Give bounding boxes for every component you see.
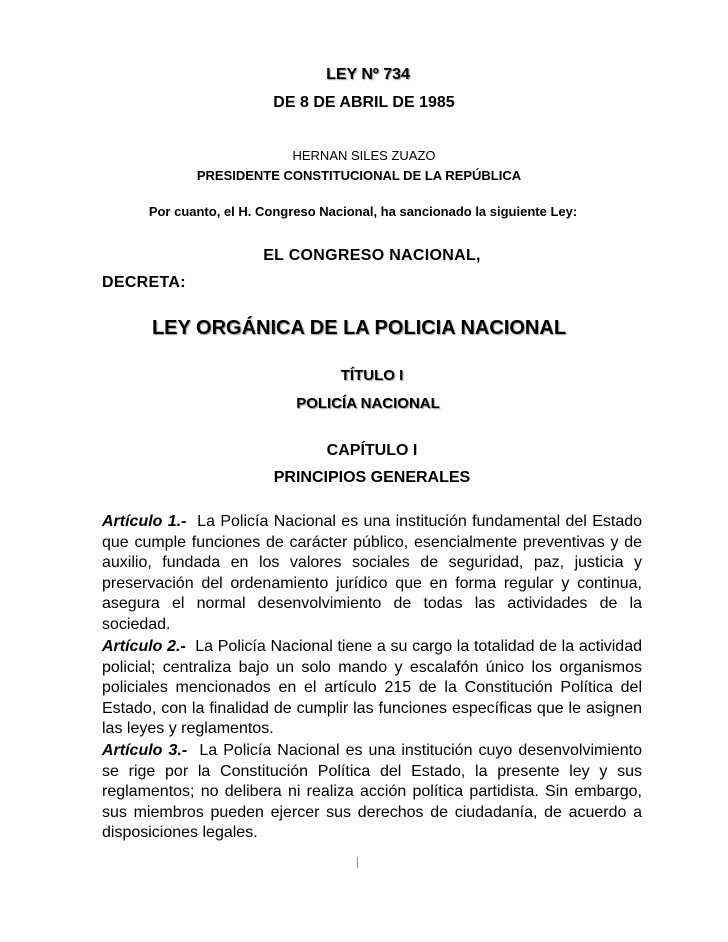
- title-name: POLICÍA NACIONAL: [296, 395, 440, 412]
- article-2-label: Artículo 2.-: [102, 638, 186, 655]
- page-footer-mark: [357, 857, 358, 868]
- chapter-name: PRINCIPIOS GENERALES: [273, 469, 471, 486]
- article-1-text: La Policía Nacional es una institución fundamental del Estado que cumple funciones de carácter público, esencialmente preventivas y de auxilio, fundada en los valores sociales de seguridad, paz, justicia y preservación del ordenamiento jurídico que en forma regular y continua, asegura el normal desenvolvimiento de todas las actividades de la sociedad.: [102, 513, 643, 633]
- president-title: PRESIDENTE CONSTITUCIONAL DE LA REPÚBLICA: [196, 168, 522, 183]
- chapter-label: CAPÍTULO I: [326, 442, 418, 459]
- congress-heading: EL CONGRESO NACIONAL,: [263, 247, 481, 264]
- article-3: [102, 741, 642, 844]
- law-number: LEY Nº 734: [326, 66, 410, 83]
- article-3-text: La Policía Nacional es una institución cuyo desenvolvimiento se rige por la Constitución Política del Estado, la presente ley y sus reglamentos; no delibera ni realiza acción política partidista. Sin embargo, sus miembros pueden ejercer sus derechos de ciudadanía, de acuerdo a disposiciones legales.: [102, 742, 643, 841]
- article-1-label: Artículo 1.-: [102, 513, 187, 530]
- law-title: LEY ORGÁNICA DE LA POLICIA NACIONAL: [151, 317, 567, 339]
- article-1: [102, 512, 642, 635]
- decree-heading: DECRETA:: [102, 274, 186, 291]
- article-3-label: Artículo 3.-: [102, 742, 188, 759]
- preamble: Por cuanto, el H. Congreso Nacional, ha sancionado la siguiente Ley:: [148, 204, 578, 219]
- law-date: DE 8 DE ABRIL DE 1985: [273, 94, 455, 111]
- article-2: [102, 637, 642, 740]
- article-2-text: La Policía Nacional tiene a su cargo la totalidad de la actividad policial; centraliza bajo un solo mando y escalafón único los organismos policiales mencionados en el artículo 215 de la Constitución Política del Estado, con la finalidad de cumplir las funciones específicas que le asignen las leyes y reglamentos.: [102, 638, 642, 737]
- title-label: TÍTULO I: [340, 367, 404, 384]
- president-name: HERNAN SILES ZUAZO: [292, 148, 436, 163]
